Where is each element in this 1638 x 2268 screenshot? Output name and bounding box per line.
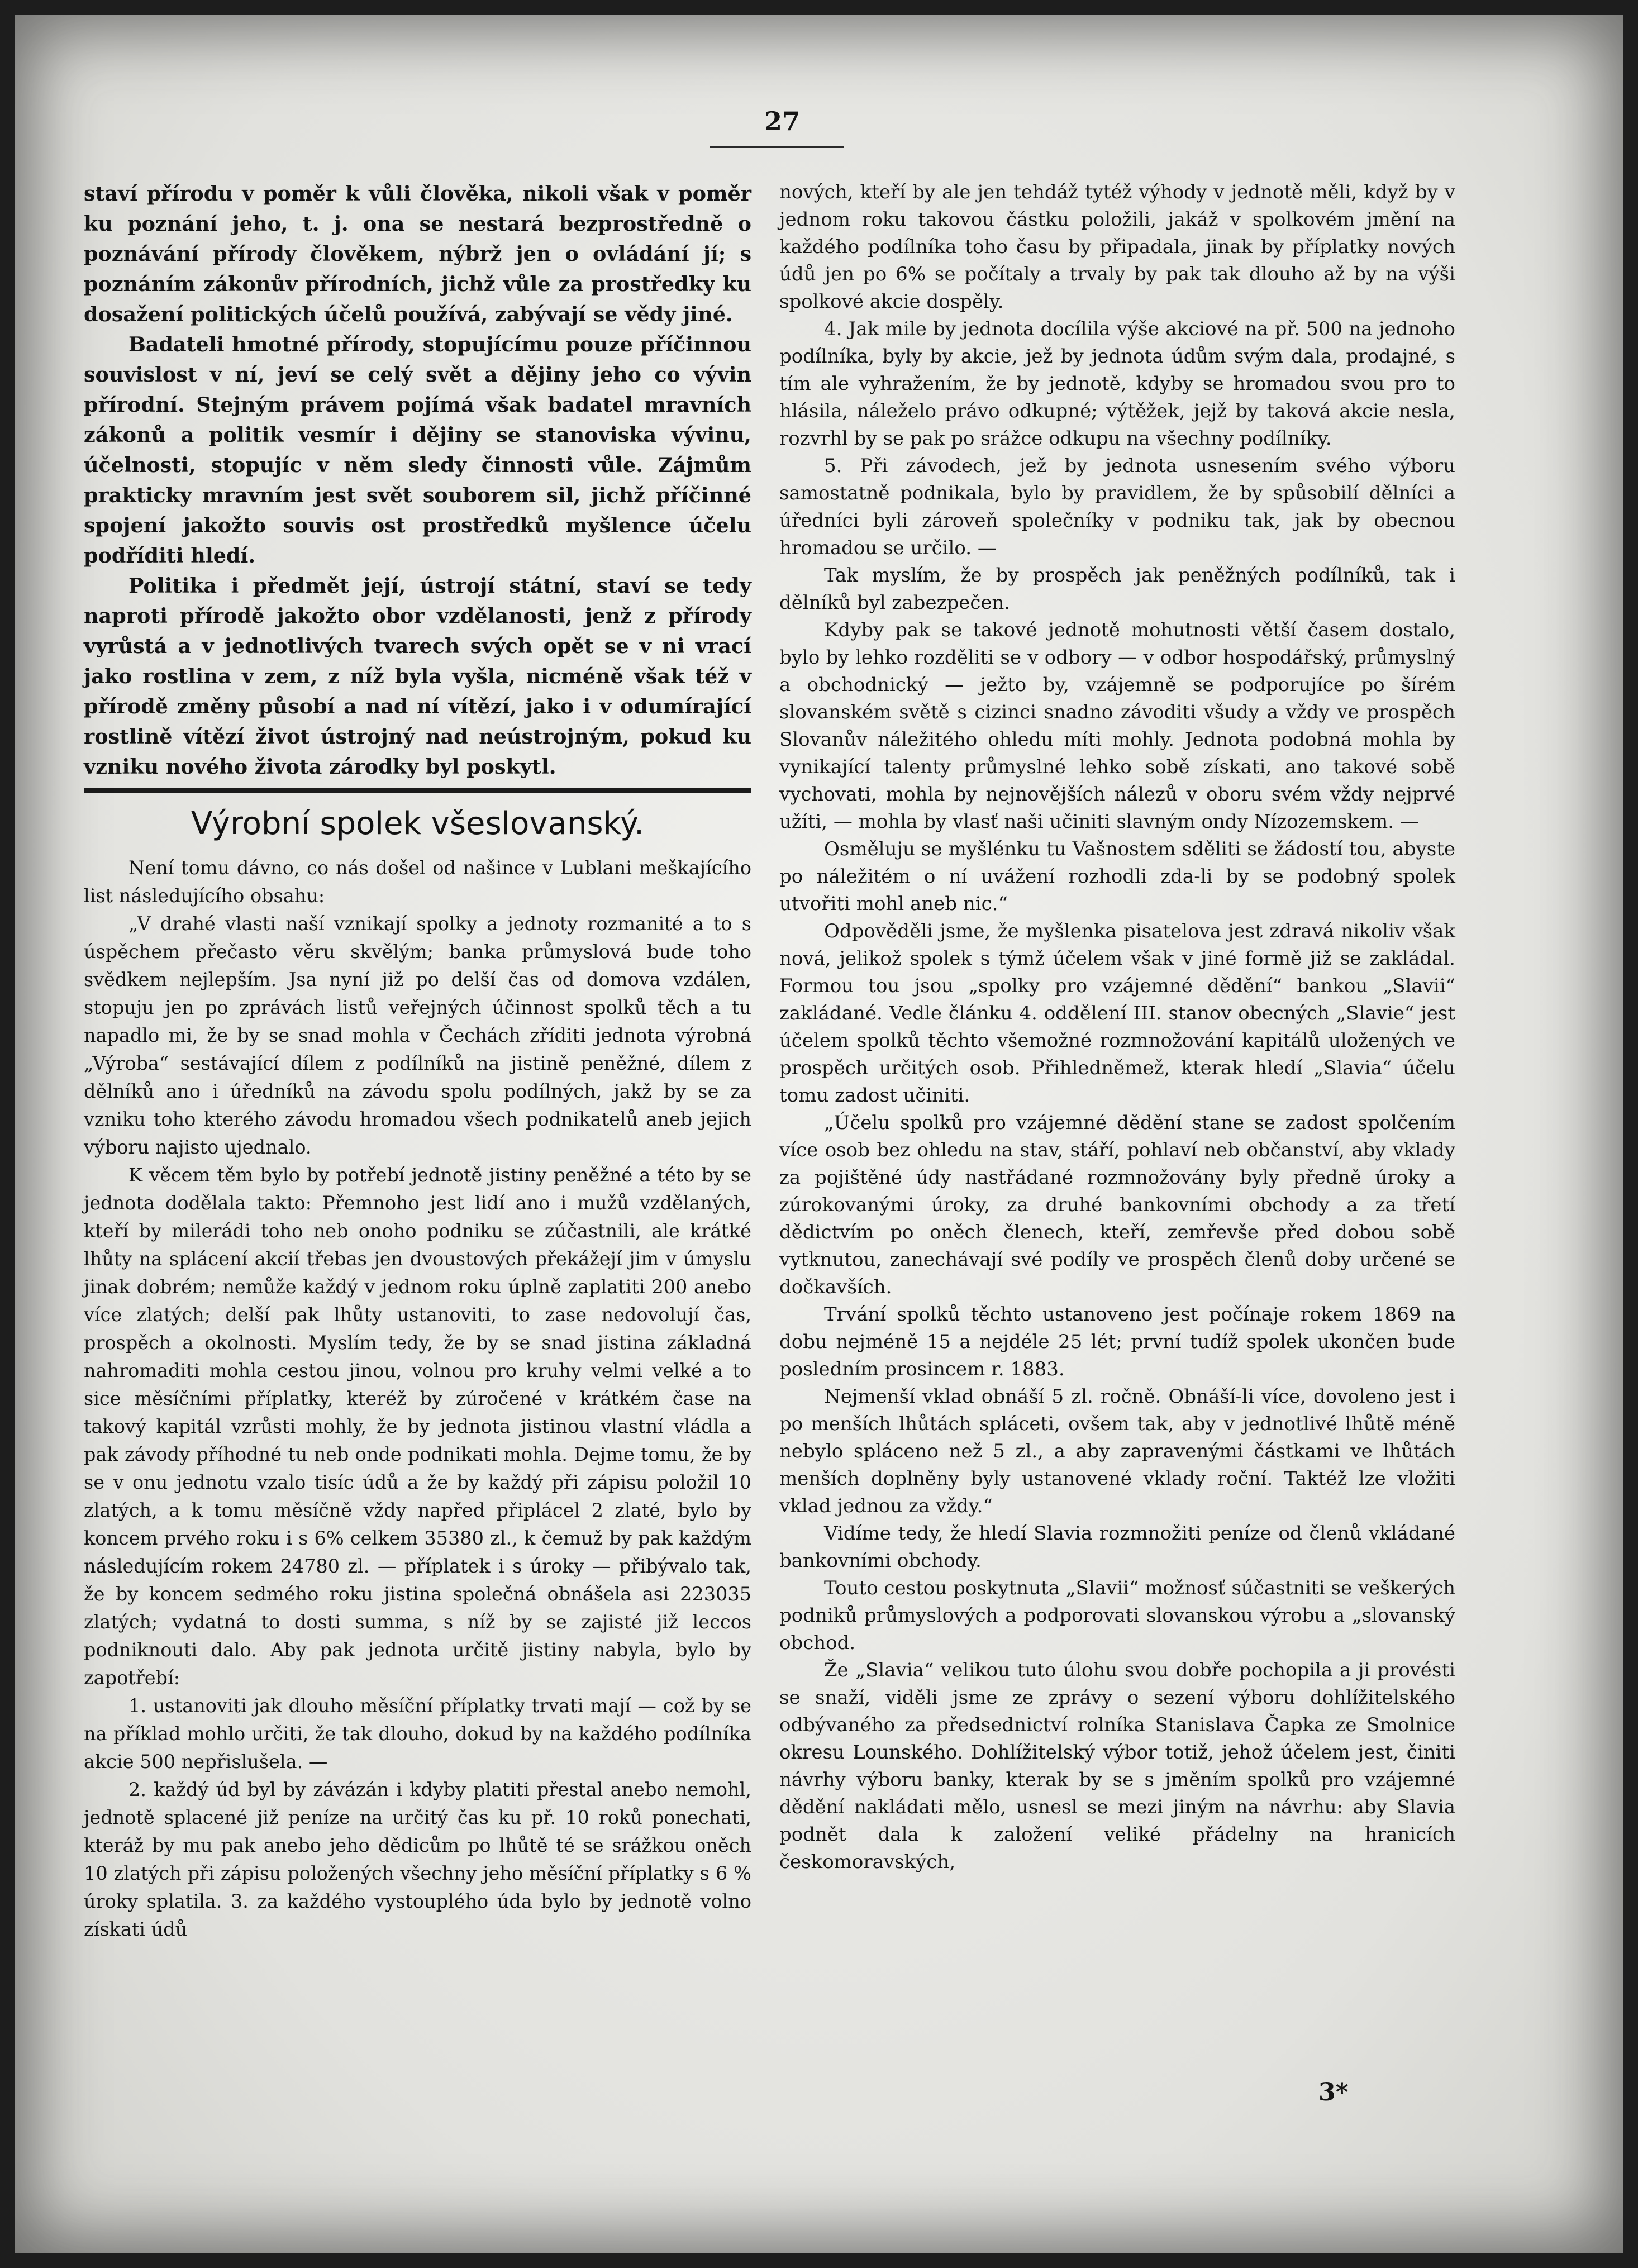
intro-text [84,179,751,782]
right-column [779,179,1455,1876]
page-number: 27 [764,106,800,136]
paragraph: 2. každý úd byl by závázán i kdyby platiti přestal anebo nemohl, jednotě splacené již peníze na určitý čas ku př. 10 roků ponechati, kteráž by mu pak anebo jeho dědicům po lhůtě té se srážkou oněch 10 zlatých při zápisu položených všechny jeho měsíční příplatky s 6 % úroky splatila. 3. za každého vystouplého úda bylo by jednotě volno získati údů [84,1779,751,1940]
paragraph: 4. Jak mile by jednota docílila výše akciové na př. 500 na jednoho podílníka, byly by akcie, jež by jednota údům svým dala, prodajné, s tím ale vyhražením, že by jednotě, kdyby se hromadou svou pro to hlásila, náleželo právo odkupné; výtěžek, jejž by taková akcie nesla, rozvrhl by se pak po srážce odkupu na všechny podílníky. [779,318,1455,450]
paragraph: Nejmenší vklad obnáší 5 zl. ročně. Obnáší-li více, dovoleno jest i po menších lhůtách spláceti, ovšem tak, aby v jednotlivé lhůtě méně nebylo spláceno než 5 zl., a aby zapravenými částkami ve lhůtách menších doplněny byly ustanovené vklady roční. Taktéž lze vložiti vklad jednou za vždy.“ [779,1385,1455,1517]
article-body [84,854,751,1943]
paragraph: Trvání spolků těchto ustanoveno jest počínaje rokem 1869 na dobu nejméně 15 a nejdéle 25 lét; první tudíž spolek ukončen bude posledním prosincem r. 1883. [779,1303,1455,1380]
paragraph: Že „Slavia“ velikou tuto úlohu svou dobře pochopila a ji provésti se snaží, viděli jsme ze zprávy o sezení výboru dohlížitelského odbývaného za předsednictví rolníka Stanislava Čapka ze Smolnice okresu Lounského. Dohlížitelský výbor totiž, jehož účelem jest, činiti návrhy výboru banky, kterak by se s jměním spolků pro vzájemné dědění nakládati mělo, usnesl se mezi jiným na návrhu: aby Slavia podnět dala k založení veliké přádelny na hranicích českomoravských, [779,1659,1455,1873]
paragraph: 1. ustanoviti jak dlouho měsíční příplatky trvati mají — což by se na příklad mohlo určiti, že tak dlouho, dokud by na každého podílníka akcie 500 nepřislušela. — [84,1695,751,1773]
paragraph: „V drahé vlasti naší vznikají spolky a jednoty rozmanité a to s úspěchem přečasto věru skvělým; banka průmyslová bude toho svědkem nejlepším. Jsa nyní již po delší čas od domova vzdálen, stopuju jen po zprávách listů veřejných účinnost spolků těch a tu napadlo mi, že by se snad mohla v Čechách zříditi jednota výrobná „Výroba“ sestávající dílem z podílníků na jistině peněžné, dílem z dělníků ano i úředníků na závodu spolu podílných, jakž by se za vzniku toho kterého závodu hromadou všech podnikatelů aneb jejich výboru najisto ujednalo. [84,913,751,1158]
page-number-rule [710,146,844,148]
left-column [84,179,751,1943]
paragraph: nových, kteří by ale jen tehdáž tytéž výhody v jednotě měli, když by v jednom roku takovou částku položili, jakáž v spolkovém jmění na každého podílníka toho času by připadala, jinak by příplatky nových údů jen po 6% se počítaly a trvaly by pak tak dlouho až by na výši spolkové akcie dospěly. [779,181,1455,313]
paragraph: Touto cestou poskytnuta „Slavii“ možnosť súčastniti se veškerých podniků průmyslových a podporovati slovanskou výrobu a „slovanský obchod. [779,1577,1455,1654]
paragraph: Badateli hmotné přírody, stopujícímu pouze příčinnou souvislost v ní, jeví se celý svět a dějiny jeho co vývin přírodní. Stejným právem pojímá však badatel mravních zákonů a politik vesmír i dějiny se stanoviska vývinu, účelnosti, stopujíc v něm sledy činnosti vůle. Zájmům prakticky mravním jest svět souborem sil, jichž příčinné spojení jakožto souvis ost prostředků myšlence účelu podříditi hledí. [84,332,751,568]
paragraph: Kdyby pak se takové jednotě mohutnosti větší časem dostalo, bylo by lehko rozděliti se v odbory — v odbor hospodářský, průmyslný a obchodnický — ježto by, vzájemně se podporujíce po šírém slovanském světě s cizinci snadno závoditi všudy a vždy ve prospěch Slovanův náležitého ohledu míti mohly. Jednota podobná mohla by vynikající talenty průmyslné lehko sobě získati, ano takové sobě vychovati, mohla by nejnovějších nálezů v oboru svém vždy nejprvé užíti, — mohla by vlasť naši učiniti slavným ondy Nízozemskem. — [779,619,1455,833]
paragraph: Tak myslím, že by prospěch jak peněžných podílníků, tak i dělníků byl zabezpečen. [779,564,1455,614]
paragraph: staví přírodu v poměr k vůli člověka, nikoli však v poměr ku poznání jeho, t. j. ona se nestará bezprostředně o poznávání přírody člověkem, nýbrž jen o ovládání jí; s poznáním zákonův přírodních, jichž vůle za prostředky ku dosažení politických účelů používá, zabývají se vědy jiné. [84,182,751,326]
paragraph: Není tomu dávno, co nás došel od našince v Lublani meškajícího list následujícího obsahu: [84,857,751,907]
article-title: Výrobní spolek všeslovanský. [191,806,644,842]
paragraph: Vidíme tedy, že hledí Slavia rozmnožiti peníze od členů vkládané bankovními obchody. [779,1522,1455,1572]
paragraph: Osměluju se myšlénku tu Vašnostem sděliti se žádostí tou, abyste po náležitém o ní uvážení rozhodli zda-li by se podobný spolek utvořiti mohl aneb nic.“ [779,838,1455,915]
section-divider [84,788,751,793]
paragraph: 5. Při závodech, jež by jednota usnesením svého výboru samostatně podnikala, bylo by pravidlem, že by spůsobilí dělníci a úředníci byli zároveň společníky v podniku tak, jak by obecnou hromadou se určilo. — [779,455,1455,559]
paragraph: „Účelu spolků pro vzájemné dědění stane se zadost spolčením více osob bez ohledu na stav, stáří, pohlaví neb občanství, aby vklady za pojištěné údy nastřádané rozmnožovány byly předně úroky a zúrokovanými úroky, za druhé bankovními obchody a za třetí dědictvím po oněch členech, kteří, zemřevše před dobou sobě vytknutou, zanechávají své podíly ve prospěch členů doby určené se dočkavších. [779,1112,1455,1298]
signature-mark: 3* [1318,2078,1349,2107]
paragraph: Odpověděli jsme, že myšlenka pisatelova jest zdravá nikoliv však nová, jelikož spolek s týmž účelem však v jiné formě již se zakládal. Formou tou jsou „spolky pro vzájemné dědění“ bankou „Slavii“ zakládané. Vedle článku 4. oddělení III. stanov obecných „Slavie“ jest účelem spolků těchto všemožné rozmnožování kapitálů uložených ve prospěch určitých osob. Přihledněmež, kterak hledí „Slavia“ účelu tomu zadost učiniti. [779,920,1455,1107]
paragraph: K věcem těm bylo by potřebí jednotě jistiny peněžné a této by se jednota dodělala takto: Přemnoho jest lidí ano i mužů vzdělaných, kteří by milerádi toho neb onoho podniku se zúčastnili, ale krátké lhůty na splácení akcií třebas jen dvoustových překážejí jim v úmyslu jinak dobrém; nemůže každý v jednom roku úplně zaplatiti 200 anebo více zlatých; delší pak lhůty ustanoviti, to zase nedovolují čas, prospěch a okolnosti. Myslím tedy, že by se snad jistina základná nahromaditi mohla cestou jinou, volnou pro kruhy velmi velké a to sice měsíčními příplatky, kteréž by zúročené v krátkém čase na takový kapitál vzrůsti mohly, že by jednota jistinou vlastní vládla a pak závody příhodné tu neb onde podnikati mohla. Dejme tomu, že by se v onu jednotu vzalo tisíc údů a že by každý při zápisu položil 10 zlatých, a k tomu měsíčně vždy napřed připlácel 2 zlaté, bylo by koncem prvého roku i s 6% celkem 35380 zl., k čemuž by pak každým následujícím rokem 24780 zl. — příplatek i s úroky — přibývalo tak, že by koncem sedmého roku jistina společná obnášela asi 223035 zlatých; vydatná to dosti summa, s níž by se zajisté již leccos podniknouti dalo. Aby pak jednota určitě jistiny nabyla, bylo by zapotřebí: [84,1164,751,1689]
paragraph: Politika i předmět její, ústrojí státní, staví se tedy naproti přírodě jakožto obor vzdělanosti, jenž z přírody vyrůstá a v jednotlivých tvarech svých opět se v ni vrací jako rostlina v zem, z níž byla vyšla, nicméně však též v přírodě změny působí a nad ní vítězí, jako i v odumírající rostlině vítězí život ústrojný nad neústrojným, pokud ku vzniku nového života zárodky byl poskytl. [84,574,751,779]
